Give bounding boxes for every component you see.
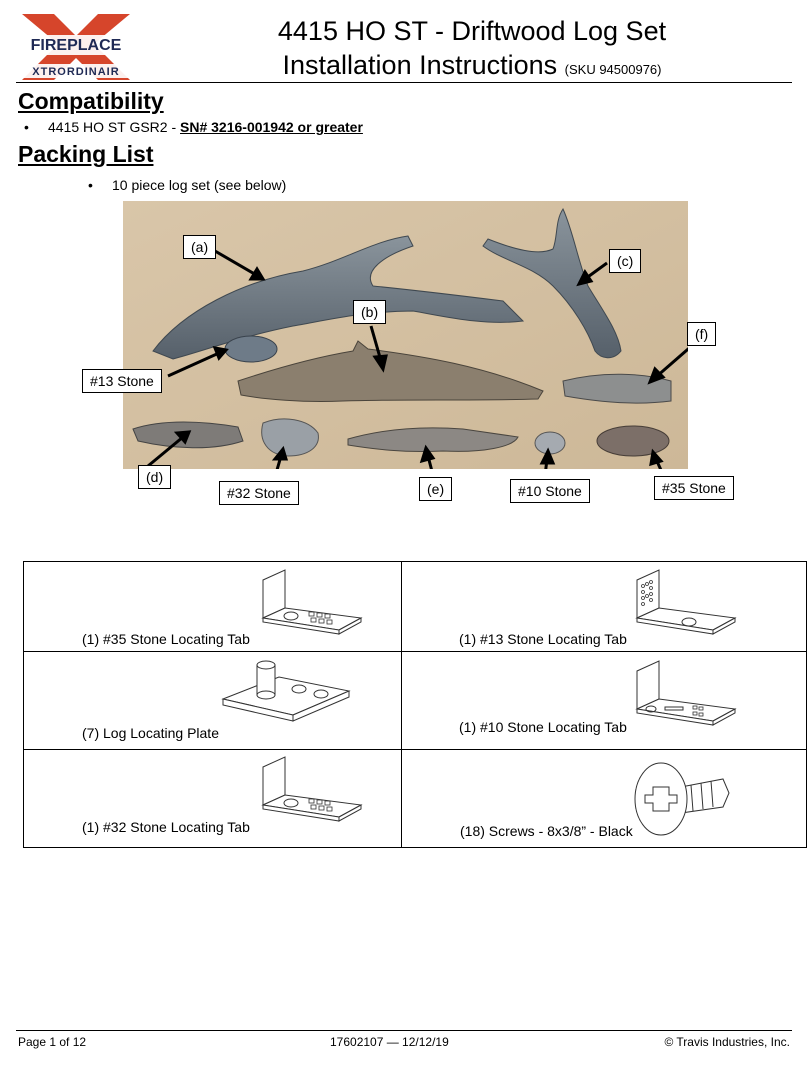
callout-f: (f) xyxy=(687,322,716,346)
packing-item-text: 10 piece log set (see below) xyxy=(112,177,287,193)
part-label: (7) Log Locating Plate xyxy=(82,725,219,741)
compatibility-heading: Compatibility xyxy=(18,88,164,114)
callout-a: (a) xyxy=(183,235,216,259)
part-cell xyxy=(401,749,808,849)
log-plate-icon xyxy=(219,659,354,731)
part-label: (1) #13 Stone Locating Tab xyxy=(459,631,627,647)
callout-d: (d) xyxy=(138,465,171,489)
footer-rule xyxy=(16,1030,792,1031)
title-install: Installation Instructions xyxy=(282,50,558,80)
fireplace-xtrordinair-logo xyxy=(16,14,136,80)
parts-table xyxy=(23,561,807,848)
part-cell xyxy=(401,562,808,651)
stone-13 xyxy=(225,336,277,362)
stone-tab-icon xyxy=(631,568,741,640)
header-rule xyxy=(16,82,792,83)
callout-b: (b) xyxy=(353,300,386,324)
part-cell xyxy=(401,651,808,749)
footer-doc-number: 17602107 — 12/12/19 xyxy=(330,1035,449,1049)
part-label: (18) Screws - 8x3/8” - Black xyxy=(460,823,633,839)
part-cell xyxy=(24,749,401,849)
bullet-dot: • xyxy=(24,119,29,135)
bullet-dot: • xyxy=(88,177,93,193)
part-label: (1) #10 Stone Locating Tab xyxy=(459,719,627,735)
sku: (SKU 94500976) xyxy=(564,62,662,77)
stone-tab-icon xyxy=(631,659,741,731)
packing-item xyxy=(88,177,286,193)
compat-serial: SN# 3216-001942 or greater xyxy=(180,119,363,135)
packing-list-heading: Packing List xyxy=(18,141,154,167)
title-line-1: 4415 HO ST - Driftwood Log Set xyxy=(277,16,667,46)
stone-tab-icon xyxy=(257,755,367,827)
stone-tab-icon xyxy=(257,568,367,640)
footer-page: Page 1 of 12 xyxy=(18,1035,87,1049)
compat-model: 4415 HO ST GSR2 - xyxy=(48,119,181,135)
part-label: (1) #32 Stone Locating Tab xyxy=(82,819,250,835)
logo-bottom-text: XTRORDINAIR xyxy=(32,66,120,78)
part-label: (1) #35 Stone Locating Tab xyxy=(82,631,250,647)
compatibility-item xyxy=(24,119,363,135)
callout-stone13: #13 Stone xyxy=(82,369,162,393)
callout-stone35: #35 Stone xyxy=(654,476,734,500)
document-title xyxy=(160,14,784,87)
callout-c: (c) xyxy=(609,249,641,273)
footer-copyright: © Travis Industries, Inc. xyxy=(664,1035,790,1049)
logo-top-text: FIREPLACE xyxy=(30,37,122,54)
part-cell xyxy=(24,562,401,651)
part-cell xyxy=(24,651,401,749)
callout-stone32: #32 Stone xyxy=(219,481,299,505)
screw-icon xyxy=(631,757,731,839)
stone-10 xyxy=(535,432,565,454)
callout-stone10: #10 Stone xyxy=(510,479,590,503)
callout-e: (e) xyxy=(419,477,452,501)
stone-35 xyxy=(597,426,669,456)
